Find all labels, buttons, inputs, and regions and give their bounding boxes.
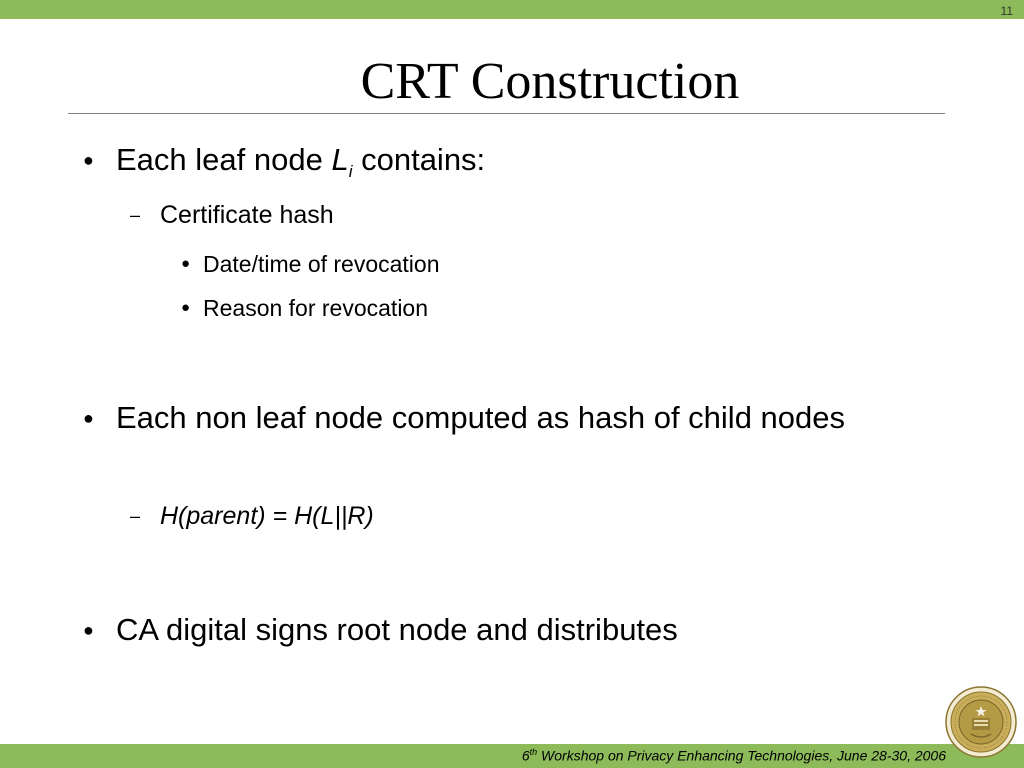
bullet-icon: ● <box>181 255 191 272</box>
top-accent-bar <box>0 0 1024 19</box>
bullet-icon: ● <box>83 408 94 428</box>
leaf-variable: L <box>331 142 349 177</box>
sub-sub-bullet-datetime <box>181 249 440 279</box>
slide-title: CRT Construction <box>360 53 740 110</box>
title-divider <box>68 113 945 114</box>
sub-sub-bullet-reason <box>181 293 429 323</box>
bullet-text: CA digital signs root node and distributes <box>116 612 678 647</box>
sub-bullet-text: Certificate hash <box>160 201 334 229</box>
bullet-icon: ● <box>181 299 191 316</box>
bullet-non-leaf-node <box>83 397 876 439</box>
sub-bullet-certificate-hash <box>130 199 334 231</box>
bullet-leaf-node <box>83 139 876 193</box>
slide-number: 11 <box>1000 4 1013 18</box>
bullet-text-pre: Each leaf node <box>116 142 332 177</box>
dash-icon: – <box>130 205 141 225</box>
leaf-subscript: i <box>348 162 353 181</box>
footer-ordinal: 6 <box>521 747 530 764</box>
sub-bullet-hash-formula <box>130 500 374 532</box>
footer-ordinal-suffix: th <box>529 747 538 757</box>
bullet-icon: ● <box>83 620 94 640</box>
hash-formula: H(parent) = H(L||R) <box>160 502 374 530</box>
dash-icon: – <box>130 506 141 526</box>
university-seal-icon <box>945 686 1017 758</box>
bullet-text-post: contains: <box>352 142 486 177</box>
sub-sub-bullet-text: Date/time of revocation <box>203 251 440 277</box>
bullet-text: Each non leaf node computed as hash of child nodes <box>116 400 846 435</box>
bullet-ca-signs <box>83 609 876 651</box>
sub-sub-bullet-text: Reason for revocation <box>203 295 429 321</box>
bullet-icon: ● <box>83 150 94 170</box>
footer-text <box>522 747 946 764</box>
footer-conference: Workshop on Privacy Enhancing Technologies, June 28-30, 2006 <box>537 747 946 764</box>
